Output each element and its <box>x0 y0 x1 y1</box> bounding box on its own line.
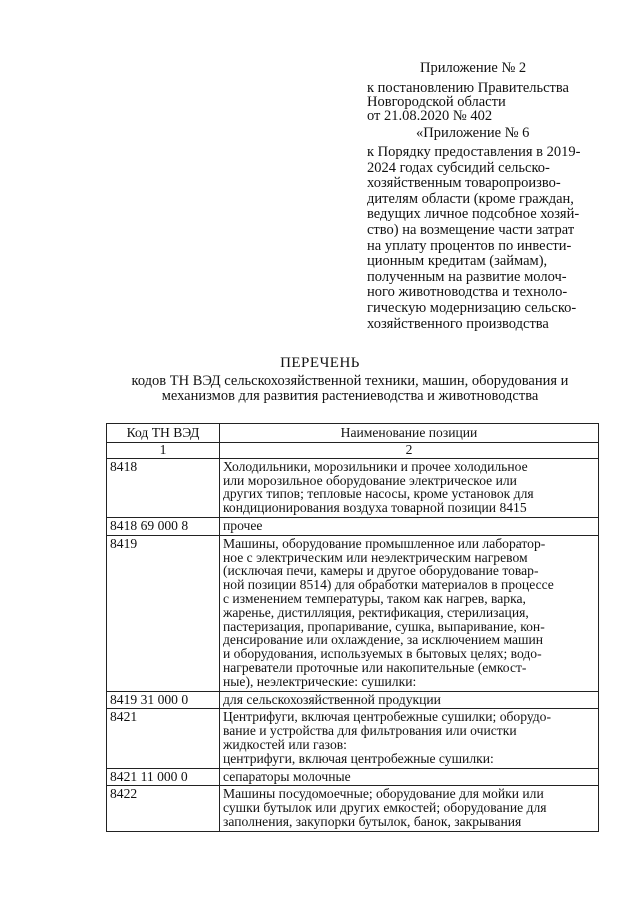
name-line: для сельскохозяйственной продукции <box>223 691 441 707</box>
name-line: ной позиции 8514) для обработки материалов в процессе <box>223 577 554 593</box>
header-name: Наименование позиции <box>220 424 599 443</box>
code-cell: 8418 69 000 8 <box>107 517 220 535</box>
name-cell <box>220 458 599 517</box>
name-line: или морозильное оборудование электрическое или <box>223 472 517 488</box>
decree-line: от 21.08.2020 № 402 <box>367 108 493 124</box>
name-line: других типов; тепловые насосы, кроме установок для <box>223 486 534 502</box>
name-line: (исключая печи, камеры и другое оборудование товар- <box>223 563 539 579</box>
inner-appendix-title: «Приложение № 6 <box>416 125 530 141</box>
order-line: ведущих личное подсобное хозяй- <box>367 206 580 223</box>
name-line: вание и устройства для фильтрования или очистки <box>223 723 517 739</box>
name-line: кондиционирования воздуха товарной позиции 8415 <box>223 500 527 516</box>
name-line: прочее <box>223 517 263 533</box>
order-line: гическую модернизацию сельско- <box>367 299 577 316</box>
name-line: с изменением температуры, таком как нагрев, варка, <box>223 590 526 606</box>
order-line: дителям области (кроме граждан, <box>367 190 574 207</box>
name-line: центрифуги, включая центробежные сушилки: <box>223 750 494 766</box>
order-line: ционным кредитам (займам), <box>367 253 548 270</box>
name-cell <box>220 768 599 786</box>
order-reference <box>367 145 607 332</box>
table-row <box>107 458 599 517</box>
subtitle-line: кодов ТН ВЭД сельскохозяйственной техники, машин, оборудования и <box>131 373 569 389</box>
name-line: нагреватели проточные или накопительные (емкост- <box>223 659 527 675</box>
order-line: 2024 годах субсидий сельско- <box>367 159 550 176</box>
name-line: жаренье, дистилляция, ректификация, стерилизация, <box>223 604 529 620</box>
name-cell <box>220 517 599 535</box>
order-line: к Порядку предоставления в 2019- <box>367 144 581 160</box>
code-cell: 8419 <box>107 535 220 691</box>
order-line: полученным на развитие молоч- <box>367 268 567 285</box>
code-cell: 8422 <box>107 786 220 831</box>
order-line: ного животноводства и техноло- <box>367 284 568 301</box>
name-line: и оборудования, используемых в бытовых целях; водо- <box>223 646 542 662</box>
name-line: Холодильники, морозильники и прочее холодильное <box>223 458 528 474</box>
decree-line: к постановлению Правительства <box>367 80 569 96</box>
order-line: на уплату процентов по инвести- <box>367 237 572 254</box>
column-number-row <box>107 442 599 458</box>
table-row <box>107 691 599 709</box>
codes-table <box>106 423 599 832</box>
code-cell: 8419 31 000 0 <box>107 691 220 709</box>
table-header-row <box>107 424 599 443</box>
name-line: ное с электрическим или неэлектрическим нагревом <box>223 549 528 565</box>
decree-line: Новгородской области <box>367 94 506 110</box>
column-number: 1 <box>107 442 220 458</box>
name-line: Машины, оборудование промышленное или лаборатор- <box>223 535 546 551</box>
code-cell: 8418 <box>107 458 220 517</box>
name-line: сушки бутылок или других емкостей; оборудование для <box>223 800 547 816</box>
table-row <box>107 709 599 768</box>
table-row <box>107 768 599 786</box>
name-cell <box>220 709 599 768</box>
code-cell: 8421 <box>107 709 220 768</box>
name-cell <box>220 786 599 831</box>
list-subtitle <box>90 374 610 404</box>
order-line: хозяйственного производства <box>367 315 549 332</box>
order-line: ство) на возмещение части затрат <box>367 221 575 238</box>
name-line: ные), неэлектрические: сушилки: <box>223 673 417 689</box>
order-line: хозяйственным товаропроизво- <box>367 175 561 192</box>
table-row <box>107 786 599 831</box>
table-row <box>107 535 599 691</box>
name-line: сепараторы молочные <box>223 768 351 784</box>
subtitle-line: механизмов для развития растениеводства и животноводства <box>161 388 539 404</box>
name-line: Машины посудомоечные; оборудование для мойки или <box>223 786 544 802</box>
code-cell: 8421 11 000 0 <box>107 768 220 786</box>
table-row <box>107 517 599 535</box>
name-line: пастеризация, пропаривание, сушка, выпаривание, кон- <box>223 618 545 634</box>
name-line: денсирование или охлаждение, за исключением машин <box>223 632 544 648</box>
name-line: заполнения, закупорки бутылок, банок, закрывания <box>223 813 522 829</box>
list-title: ПЕРЕЧЕНЬ <box>280 355 360 371</box>
header-code: Код ТН ВЭД <box>107 424 220 443</box>
name-cell <box>220 691 599 709</box>
appendix-title: Приложение № 2 <box>420 60 527 76</box>
name-cell <box>220 535 599 691</box>
column-number: 2 <box>220 442 599 458</box>
name-line: жидкостей или газов: <box>223 736 347 752</box>
name-line: Центрифуги, включая центробежные сушилки; оборудо- <box>223 709 552 725</box>
decree-reference <box>367 81 607 123</box>
